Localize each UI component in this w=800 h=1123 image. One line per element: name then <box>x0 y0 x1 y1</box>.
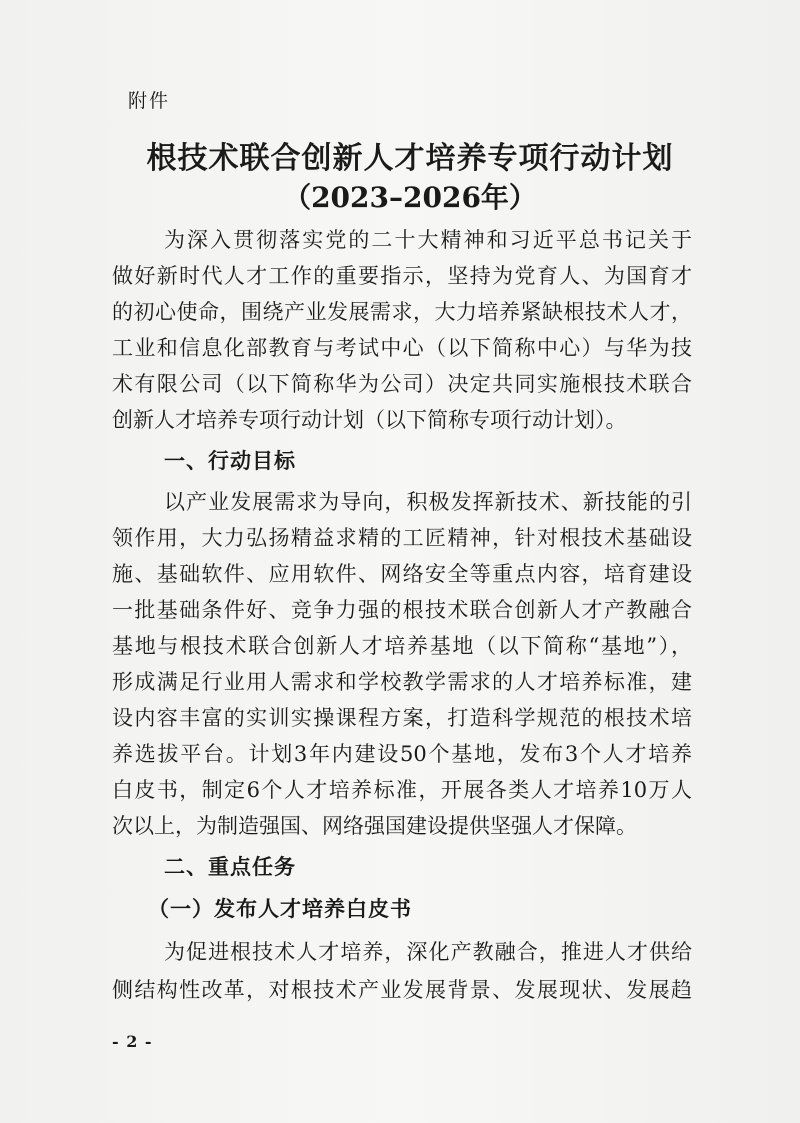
section1-line: 养选拔平台。计划3年内建设50个基地，发布3个人才培养 <box>112 742 692 766</box>
subsection1-line: 为促进根技术人才培养，深化产教融合，推进人才供给 <box>164 940 692 964</box>
section1-line: 施、基础软件、应用软件、网络安全等重点内容，培育建设 <box>112 562 692 586</box>
section-heading: 二、重点任务 <box>164 854 296 879</box>
subsection-heading: （一）发布人才培养白皮书 <box>148 896 412 921</box>
intro-line: 为深入贯彻落实党的二十大精神和习近平总书记关于 <box>164 228 692 252</box>
section1-line: 形成满足行业用人需求和学校教学需求的人才培养标准，建 <box>112 670 692 694</box>
subsection1-line: 侧结构性改革，对根技术产业发展背景、发展现状、发展趋 <box>112 978 692 1002</box>
section1-line: 基地与根技术联合创新人才培养基地（以下简称“基地”）， <box>112 634 692 658</box>
attachment-label: 附件 <box>128 90 171 112</box>
intro-line: 做好新时代人才工作的重要指示，坚持为党育人、为国育才 <box>112 264 692 288</box>
section1-line: 一批基础条件好、竞争力强的根技术联合创新人才产教融合 <box>112 598 692 622</box>
page-number: - 2 - <box>112 1032 153 1051</box>
section1-line: 领作用，大力弘扬精益求精的工匠精神，针对根技术基础设 <box>112 526 692 550</box>
section1-line: 设内容丰富的实训实操课程方案，打造科学规范的根技术培 <box>112 706 692 730</box>
section1-line: 白皮书，制定6个人才培养标准，开展各类人才培养10万人 <box>112 778 692 802</box>
section-heading: 一、行动目标 <box>164 448 296 473</box>
section1-line: 次以上，为制造强国、网络强国建设提供坚强人才保障。 <box>112 814 637 838</box>
intro-line: 术有限公司（以下简称华为公司）决定共同实施根技术联合 <box>112 372 692 396</box>
section1-line: 以产业发展需求为导向，积极发挥新技术、新技能的引 <box>164 490 692 514</box>
intro-line: 创新人才培养专项行动计划（以下简称专项行动计划）。 <box>112 408 627 432</box>
document-subtitle: （2023–2026年） <box>283 181 537 214</box>
intro-line: 工业和信息化部教育与考试中心（以下简称中心）与华为技 <box>112 336 692 360</box>
document-title: 根技术联合创新人才培养专项行动计划 <box>146 141 674 176</box>
intro-line: 的初心使命，围绕产业发展需求，大力培养紧缺根技术人才， <box>112 300 692 324</box>
